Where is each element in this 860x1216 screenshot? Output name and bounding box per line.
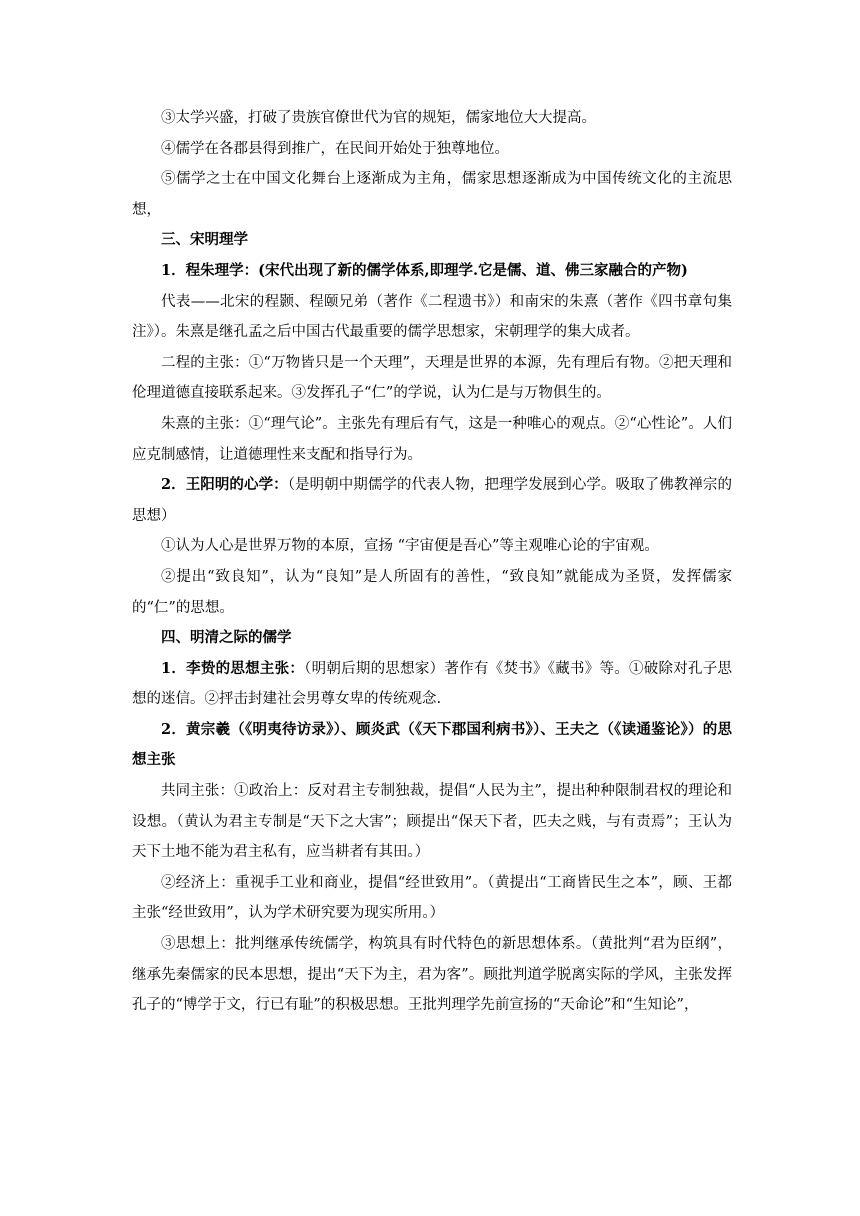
paragraph-zhu-xi: 朱熹的主张：①“理气论”。主张先有理后有气，这是一种唯心的观点。②“心性论”。人们应克制感情，让道德理性来支配和指导行为。 xyxy=(132,415,732,463)
subheading-li-zhi xyxy=(132,654,732,715)
subheading-three-thinkers: 2．黄宗羲（《明夷待访录》）、顾炎武（《天下郡国利病书》）、王夫之（《读通鉴论》）的思想主张 xyxy=(132,720,732,769)
paragraph-1: ③太学兴盛，打破了贵族官僚世代为官的规矩，儒家地位大大提高。 xyxy=(161,110,596,126)
paragraph-3: ⑤儒学之士在中国文化舞台上逐渐成为主角，儒家思想逐渐成为中国传统文化的主流思想， xyxy=(132,171,732,218)
paragraph-thought: ③思想上：批判继承传统儒学，构筑具有时代特色的新思想体系。（黄批判“君为臣纲”，继承先秦儒家的民本思想，提出“天下为主，君为客”。顾批判道学脱离实际的学风，主张发挥孔子的“博学于文，行已有耻”的积极思想。王批判理学先前宣扬的“天命论”和“生知论”， xyxy=(132,936,732,1014)
subheading-lead: 2．王阳明的心学： xyxy=(161,476,288,494)
section-heading-song-ming: 三、宋明理学 xyxy=(161,231,248,249)
subheading-note: (宋代出现了新的儒学体系,即理学.它是儒、道、佛三家融合的产物) xyxy=(258,261,688,279)
paragraph-2: ④儒学在各郡县得到推广，在民间开始处于独尊地位。 xyxy=(161,140,509,157)
subheading-note: （是明朝中期儒学的代表人物，把理学发展到心学。吸取了佛教禅宗的思想） xyxy=(132,477,732,524)
subheading-cheng-zhu xyxy=(132,256,732,287)
subheading-lead: 1．李贽的思想主张： xyxy=(161,659,305,677)
paragraph-wang-2: ②提出“致良知”，认为“良知”是人所固有的善性，“致良知”就能成为圣贤，发挥儒家 的“仁”的思想。 xyxy=(132,568,732,616)
paragraph-representatives: 代表——北宋的程颢、程颐兄弟（著作《二程遗书》）和南宋的朱熹（著作《四书章句集注》）。朱熹是继孔孟之后中国古代最重要的儒学思想家，宋朝理学的集大成者。 xyxy=(132,293,732,341)
subheading-wang-yangming xyxy=(132,470,732,531)
section-heading-ming-qing: 四、明清之际的儒学 xyxy=(161,629,292,647)
paragraph-er-cheng: 二程的主张：①“万物皆只是一个天理”，天理是世界的本源，先有理后有物。②把天理和伦理道德直接联系起来。③发挥孔子“仁”的学说，认为仁是与万物俱生的。 xyxy=(132,354,732,402)
subheading-note: （明朝后期的思想家）著作有《焚书》《藏书》等。①破除对孔子思想的迷信。②抨击封建社会男尊女卑的传统观念. xyxy=(132,660,733,708)
subheading-lead: 1．程朱理学： xyxy=(161,261,259,279)
paragraph-politics: 共同主张：①政治上：反对君主专制独裁，提倡“人民为主”，提出种种限制君权的理论和设想。（黄认为君主专制是“天下之大害”；顾提出“保天下者，匹夫之贱，与有责焉”；王认为天下土地不能为君主私有，应当耕者有其田。） xyxy=(132,783,732,861)
document-page xyxy=(132,103,732,1021)
paragraph-economy: ②经济上：重视手工业和商业，提倡“经世致用”。（黄提出“工商皆民生之本”，顾、王都主张“经世致用”，认为学术研究要为现实所用。） xyxy=(132,874,732,922)
paragraph-wang-1: ①认为人心是世界万物的本原，宣扬 “宇宙便是吾心”等主观唯心论的宇宙观。 xyxy=(161,538,659,555)
